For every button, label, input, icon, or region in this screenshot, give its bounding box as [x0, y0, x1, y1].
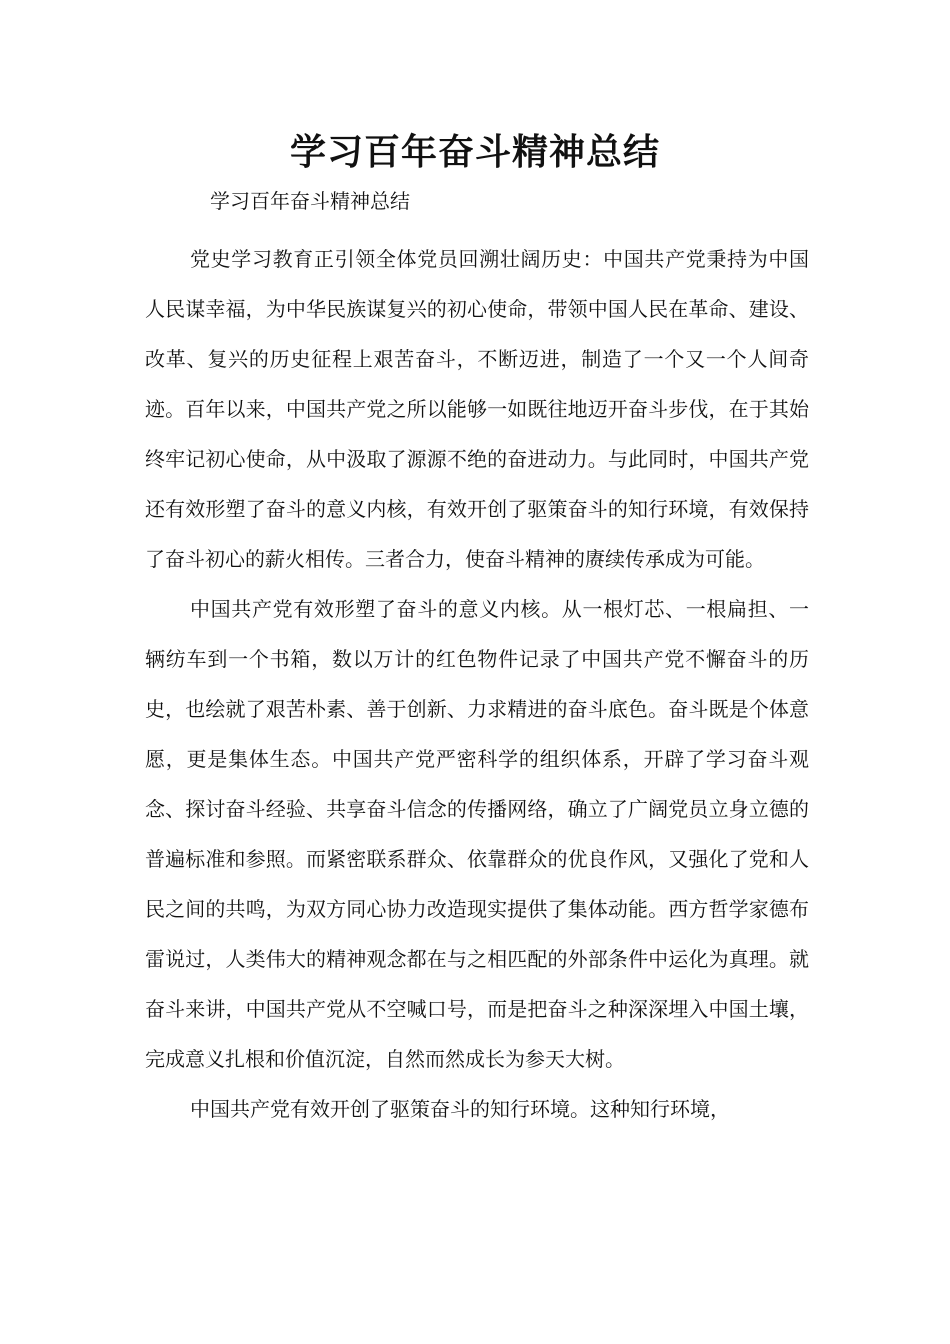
document-subtitle: 学习百年奋斗精神总结 [210, 189, 410, 213]
document-body [145, 234, 809, 1134]
paragraph: 中国共产党有效形塑了奋斗的意义内核。从一根灯芯、一根扁担、一辆纺车到一个书箱，数以万计的红色物件记录了中国共产党不懈奋斗的历史，也绘就了艰苦朴素、善于创新、力求精进的奋斗底色。奋斗既是个体意愿，更是集体生态。中国共产党严密科学的组织体系，开辟了学习奋斗观念、探讨奋斗经验、共享奋斗信念的传播网络，确立了广阔党员立身立德的普遍标准和参照。而紧密联系群众、依靠群众的优良作风，又强化了党和人民之间的共鸣，为双方同心协力改造现实提供了集体动能。西方哲学家德布雷说过，人类伟大的精神观念都在与之相匹配的外部条件中运化为真理。就奋斗来讲，中国共产党从不空喊口号，而是把奋斗之种深深埋入中国土壤，完成意义扎根和价值沉淀，自然而然成长为参天大树。 [145, 597, 809, 1071]
document-title: 学习百年奋斗精神总结 [289, 132, 660, 173]
paragraph: 中国共产党有效开创了驱策奋斗的知行环境。这种知行环境， [190, 1097, 730, 1121]
paragraph: 党史学习教育正引领全体党员回溯壮阔历史：中国共产党秉持为中国人民谋幸福，为中华民族谋复兴的初心使命，带领中国人民在革命、建设、改革、复兴的历史征程上艰苦奋斗，不断迈进，制造了一个又一个人间奇迹。百年以来，中国共产党之所以能够一如既往地迈开奋斗步伐，在于其始终牢记初心使命，从中汲取了源源不绝的奋进动力。与此同时，中国共产党还有效形塑了奋斗的意义内核，有效开创了驱策奋斗的知行环境，有效保持了奋斗初心的薪火相传。三者合力，使奋斗精神的赓续传承成为可能。 [145, 247, 809, 571]
